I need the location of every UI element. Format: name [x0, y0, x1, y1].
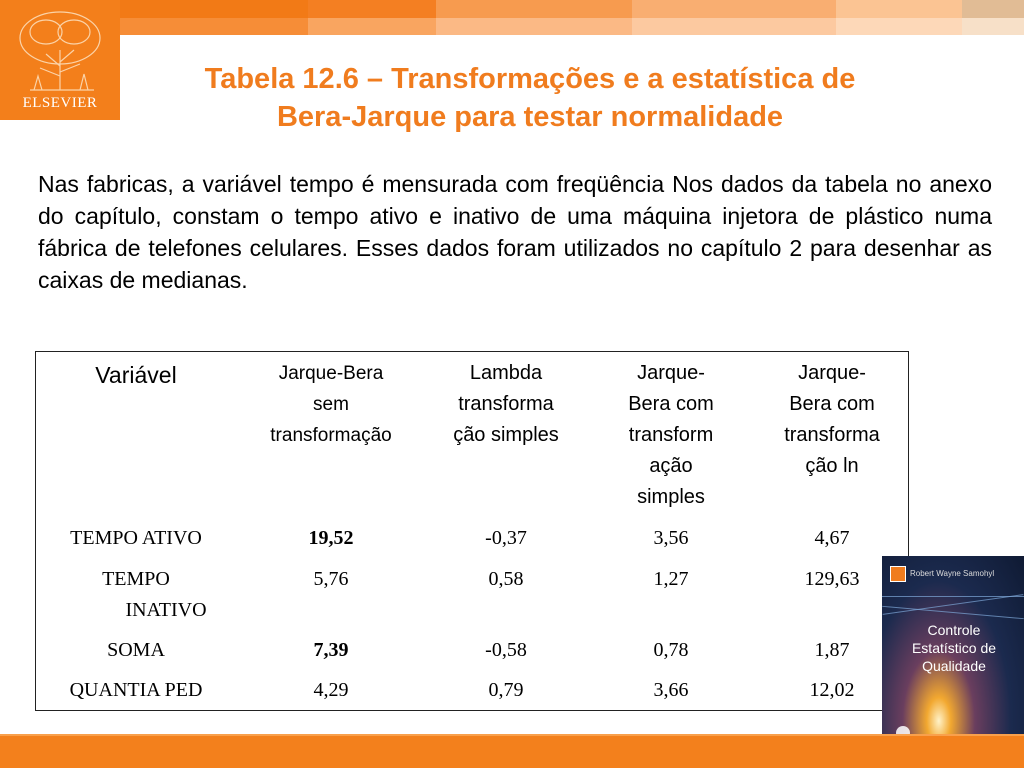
title-line-2: Bera-Jarque para testar normalidade [276, 101, 784, 133]
table-cell: 5,76 [313, 568, 349, 590]
cover-decoration [882, 606, 1024, 619]
elsevier-logo [0, 0, 120, 120]
book-author: Robert Wayne Samohyl [910, 569, 995, 578]
header-line: Lambda [469, 362, 543, 384]
book-title [886, 621, 1022, 675]
title-line-1: Tabela 12.6 – Transformações e a estatística de [204, 63, 856, 95]
header-line: Variável [95, 362, 177, 388]
header-line: transform [628, 424, 714, 446]
table-cell: 4,67 [814, 527, 850, 549]
header-line: ação [649, 455, 693, 477]
table-cell: 3,66 [653, 679, 689, 701]
header-jb-ln [756, 358, 908, 482]
table-cell: 19,52 [308, 527, 354, 549]
header-line: simples [637, 486, 705, 508]
table-cell: 0,78 [653, 639, 689, 661]
tree-emblem-icon [10, 6, 110, 92]
table-cell: 1,27 [653, 568, 689, 590]
header-line: ção simples [453, 424, 559, 446]
results-table [35, 351, 909, 711]
table-cell: 7,39 [313, 639, 349, 661]
intro-paragraph: Nas fabricas, a variável tempo é mensurada com freqüência Nos dados da tabela no anexo do capítulo, constam o tempo ativo e inativo de uma máquina injetora de plástico numa fábrica de telefones celulares. Esses dados foram utilizados no capítulo 2 para desenhar as caixas de medianas. [38, 171, 992, 293]
logo-text: ELSEVIER [22, 95, 98, 111]
book-title-line: Estatístico de [911, 640, 997, 656]
header-line: transformação [270, 425, 392, 446]
header-variable [36, 360, 236, 391]
book-cover-image [882, 556, 1024, 750]
row-label: TEMPO ATIVO [70, 527, 202, 549]
table-cell: -0,37 [485, 527, 527, 549]
table-cell: 0,79 [488, 679, 524, 701]
row-label: SOMA [107, 639, 165, 661]
header-line: sem [313, 394, 349, 415]
header-line: Bera com [628, 393, 714, 415]
header-jb-no-transform [236, 358, 426, 451]
book-title-line: Controle [927, 622, 981, 638]
table-cell: -0,58 [485, 639, 527, 661]
header-line: transforma [784, 424, 880, 446]
header-decorative-bar [120, 0, 1024, 35]
header-lambda [426, 358, 586, 451]
publisher-logo-icon [890, 566, 906, 582]
header-line: Jarque-Bera [278, 363, 384, 384]
footer-bar [0, 734, 1024, 768]
header-line: Jarque- [637, 362, 705, 384]
header-line: Bera com [789, 393, 875, 415]
footer-highlight [0, 734, 1024, 736]
page-title [125, 60, 935, 136]
table-cell: 12,02 [809, 679, 855, 701]
table-cell: 3,56 [653, 527, 689, 549]
table-cell: 1,87 [814, 639, 850, 661]
header-line: ção ln [805, 455, 859, 477]
book-title-line: Qualidade [922, 658, 986, 674]
row-label: TEMPO [102, 568, 170, 590]
header-jb-simple [586, 358, 756, 513]
table-cell: 0,58 [488, 568, 524, 590]
row-label-continued: INATIVO [125, 599, 207, 621]
header-line: Jarque- [798, 362, 866, 384]
table-cell: 129,63 [804, 568, 860, 590]
table-cell: 4,29 [313, 679, 349, 701]
row-label: QUANTIA PED [69, 679, 203, 701]
header-line: transforma [458, 393, 554, 415]
